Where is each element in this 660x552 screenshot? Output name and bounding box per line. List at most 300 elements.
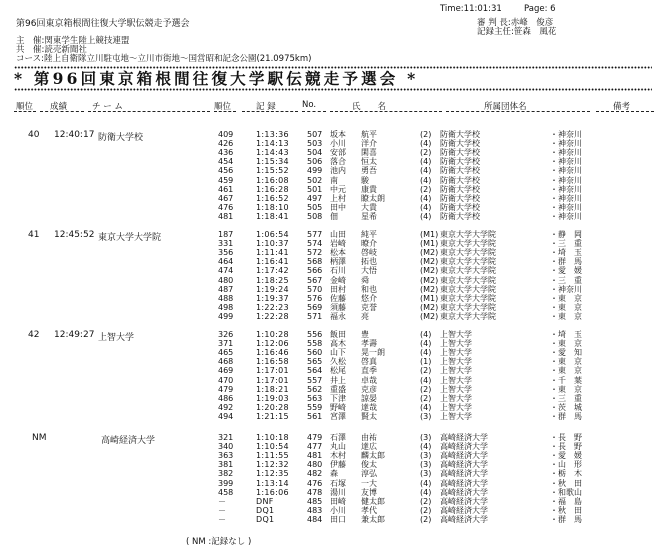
- page-number: Page: 6: [524, 4, 556, 14]
- bib-number: 484: [307, 514, 323, 524]
- grade: (3): [420, 433, 432, 442]
- bib-number: 559: [307, 402, 323, 412]
- family-name: 山下: [330, 348, 346, 358]
- family-name: 松尾: [330, 366, 346, 376]
- grade: (M2): [420, 257, 439, 267]
- runner-row: [0, 367, 660, 375]
- family-name: 湯川: [330, 487, 346, 497]
- print-time: Time:11:01:31: [440, 4, 502, 14]
- runner-rank: 409: [218, 130, 234, 139]
- runner-row: [0, 443, 660, 451]
- given-name: 孝壽: [361, 339, 377, 349]
- prefecture: 愛 媛: [558, 451, 582, 461]
- bullet-icon: ・: [550, 175, 558, 185]
- given-name: 啓真: [361, 357, 377, 367]
- runner-rank: －: [218, 496, 226, 506]
- runner-row: [0, 177, 660, 185]
- affiliation: 東京大学大学院: [440, 230, 496, 239]
- bib-number: 479: [307, 433, 323, 442]
- runner-row: [0, 452, 660, 460]
- bullet-icon: ・: [550, 384, 558, 394]
- given-name: 大貴: [361, 202, 377, 212]
- family-name: 重盛: [330, 384, 346, 394]
- given-name: 直季: [361, 366, 377, 376]
- affiliation: 防衛大学校: [440, 211, 480, 221]
- affiliation: 防衛大学校: [440, 166, 480, 176]
- family-name: 伊藤: [330, 460, 346, 470]
- grade: (3): [420, 469, 432, 479]
- legend-note: ( NM :記録なし ): [186, 537, 252, 547]
- prefecture: 長 野: [558, 433, 582, 442]
- prefecture: 山 形: [558, 460, 582, 470]
- prefecture: 神奈川: [558, 157, 582, 167]
- runner-row: [0, 349, 660, 357]
- given-name: 友博: [361, 487, 377, 497]
- bullet-icon: ・: [550, 469, 558, 479]
- runner-row: [0, 507, 660, 515]
- grade: (2): [420, 366, 432, 376]
- prefecture: 東 京: [558, 311, 582, 321]
- bullet-icon: ・: [550, 357, 558, 367]
- runner-record: 1:16:52: [256, 193, 289, 203]
- grade: (4): [420, 478, 432, 488]
- family-name: 下津: [330, 393, 346, 403]
- bullet-icon: ・: [550, 339, 558, 349]
- runner-record: 1:14:13: [256, 139, 289, 149]
- runner-record: 1:12:32: [256, 460, 289, 470]
- runner-rank: 467: [218, 193, 234, 203]
- col-remarks: 備考: [613, 102, 631, 112]
- runner-row: [0, 377, 660, 385]
- bib-number: 504: [307, 148, 323, 158]
- runner-record: 1:11:41: [256, 248, 289, 258]
- bullet-icon: ・: [550, 478, 558, 488]
- bullet-icon: ・: [550, 487, 558, 497]
- runner-rank: 461: [218, 184, 234, 194]
- prefecture: 神奈川: [558, 130, 582, 139]
- prefecture: 神奈川: [558, 202, 582, 212]
- team-name: 東京大学大学院: [98, 233, 162, 243]
- affiliation: 高崎経済大学: [440, 478, 488, 488]
- prefecture: 神奈川: [558, 211, 582, 221]
- bib-number: 564: [307, 366, 323, 376]
- runner-row: [0, 131, 660, 139]
- runner-row: [0, 249, 660, 257]
- given-name: 孝代: [361, 505, 377, 515]
- bib-number: 562: [307, 384, 323, 394]
- family-name: 石川: [330, 266, 346, 276]
- runner-row: [0, 413, 660, 421]
- affiliation: 上智大学: [440, 357, 472, 367]
- affiliation: 高崎経済大学: [440, 514, 488, 524]
- bib-number: 481: [307, 451, 323, 461]
- given-name: 閑喜: [361, 148, 377, 158]
- bib-number: 571: [307, 311, 323, 321]
- prefecture: 神奈川: [558, 193, 582, 203]
- given-name: 和也: [361, 284, 377, 294]
- grade: (3): [420, 451, 432, 461]
- runner-rank: 464: [218, 257, 234, 267]
- given-name: 克誉: [361, 302, 377, 312]
- grade: (M2): [420, 248, 439, 258]
- prefecture: 静 岡: [558, 230, 582, 239]
- runner-record: 1:16:08: [256, 175, 289, 185]
- family-name: 小川: [330, 139, 346, 149]
- bib-number: 507: [307, 130, 323, 139]
- bib-number: 557: [307, 375, 323, 385]
- grade: (4): [420, 166, 432, 176]
- prefecture: 茨 城: [558, 402, 582, 412]
- given-name: 啓岐: [361, 248, 377, 258]
- runner-record: 1:16:58: [256, 357, 289, 367]
- runner-rank: 465: [218, 348, 234, 358]
- family-name: 佐藤: [330, 293, 346, 303]
- col-team-rank: 順位: [16, 102, 34, 112]
- grade: (M1): [420, 293, 439, 303]
- bib-number: 508: [307, 211, 323, 221]
- bullet-icon: ・: [550, 211, 558, 221]
- runner-rank: 469: [218, 366, 234, 376]
- runner-record: 1:16:41: [256, 257, 289, 267]
- bullet-icon: ・: [550, 257, 558, 267]
- affiliation: 高崎経済大学: [440, 433, 488, 442]
- grade: (4): [420, 442, 432, 452]
- prefecture: 和歌山: [558, 487, 582, 497]
- grade: (1): [420, 357, 432, 367]
- runner-record: 1:11:55: [256, 451, 289, 461]
- given-name: 達広: [361, 442, 377, 452]
- runner-record: 1:20:28: [256, 402, 289, 412]
- col-record: 記 録: [256, 102, 276, 112]
- family-name: 柄澤: [330, 257, 346, 267]
- runner-rank: 458: [218, 487, 234, 497]
- runner-record: 1:10:28: [256, 330, 289, 339]
- runner-row: [0, 498, 660, 506]
- bullet-icon: ・: [550, 366, 558, 376]
- bullet-icon: ・: [550, 130, 558, 139]
- affiliation: 防衛大学校: [440, 130, 480, 139]
- runner-rank: 499: [218, 311, 234, 321]
- family-name: 須藤: [330, 302, 346, 312]
- prefecture: 東 京: [558, 293, 582, 303]
- runner-rank: 399: [218, 478, 234, 488]
- grade: (4): [420, 193, 432, 203]
- bullet-icon: ・: [550, 433, 558, 442]
- runner-rank: 363: [218, 451, 234, 461]
- family-name: 久松: [330, 357, 346, 367]
- bullet-icon: ・: [550, 348, 558, 358]
- runner-row: [0, 340, 660, 348]
- runner-row: [0, 404, 660, 412]
- grade: (4): [420, 211, 432, 221]
- prefecture: 愛 媛: [558, 266, 582, 276]
- given-name: 兼太郎: [361, 514, 385, 524]
- col-rank: 順位: [214, 102, 232, 112]
- family-name: 高木: [330, 339, 346, 349]
- grade: (2): [420, 184, 432, 194]
- bib-number: 576: [307, 293, 323, 303]
- bib-number: 561: [307, 411, 323, 421]
- runner-record: DQ1: [256, 514, 275, 524]
- runner-row: [0, 480, 660, 488]
- runner-rank: 498: [218, 302, 234, 312]
- grade: (2): [420, 393, 432, 403]
- runner-record: 1:15:52: [256, 166, 289, 176]
- bullet-icon: ・: [550, 266, 558, 276]
- affiliation: 上智大学: [440, 375, 472, 385]
- given-name: 健太郎: [361, 496, 385, 506]
- runner-rank: 454: [218, 157, 234, 167]
- given-name: 一大: [361, 478, 377, 488]
- bullet-icon: ・: [550, 293, 558, 303]
- prefecture: 三 重: [558, 239, 582, 249]
- col-team: チ ー ム: [92, 102, 123, 112]
- grade: (M2): [420, 311, 439, 321]
- given-name: 駿: [361, 175, 369, 185]
- runner-record: 1:17:42: [256, 266, 289, 276]
- runner-rank: －: [218, 505, 226, 515]
- given-name: 淳弘: [361, 469, 377, 479]
- bib-number: 499: [307, 166, 323, 176]
- runner-rank: 356: [218, 248, 234, 258]
- affiliation: 防衛大学校: [440, 139, 480, 149]
- bullet-icon: ・: [550, 330, 558, 339]
- bullet-icon: ・: [550, 402, 558, 412]
- bib-number: 577: [307, 230, 323, 239]
- family-name: 落合: [330, 157, 346, 167]
- grade: (M2): [420, 302, 439, 312]
- prefecture: 千 葉: [558, 375, 582, 385]
- bullet-icon: ・: [550, 193, 558, 203]
- prefecture: 東 京: [558, 302, 582, 312]
- prefecture: 群 馬: [558, 514, 582, 524]
- grade: (2): [420, 514, 432, 524]
- bib-number: 497: [307, 193, 323, 203]
- affiliation: 高崎経済大学: [440, 505, 488, 515]
- family-name: 松本: [330, 248, 346, 258]
- runner-rank: 331: [218, 239, 234, 249]
- bullet-icon: ・: [550, 514, 558, 524]
- given-name: 麟太郎: [361, 451, 385, 461]
- prefecture: 埼 玉: [558, 330, 582, 339]
- team-rank: 42: [28, 330, 40, 340]
- given-name: 康貴: [361, 184, 377, 194]
- bib-number: 558: [307, 339, 323, 349]
- team-time: 12:40:17: [54, 130, 95, 140]
- affiliation: 東京大学大学院: [440, 293, 496, 303]
- runner-row: [0, 470, 660, 478]
- bullet-icon: ・: [550, 375, 558, 385]
- grade: (4): [420, 157, 432, 167]
- dash-rule: [14, 111, 36, 113]
- team-rank: NM: [32, 433, 47, 443]
- family-name: 石澤: [330, 433, 346, 442]
- runner-row: [0, 267, 660, 275]
- runner-record: 1:13:36: [256, 130, 289, 139]
- given-name: 賢太: [361, 411, 377, 421]
- bib-number: 478: [307, 487, 323, 497]
- bib-number: 569: [307, 302, 323, 312]
- prefecture: 三 重: [558, 275, 582, 285]
- affiliation: 上智大学: [440, 348, 472, 358]
- bib-number: 565: [307, 357, 323, 367]
- dash-rule: [214, 111, 236, 113]
- dash-rule: [330, 111, 442, 113]
- bib-number: 501: [307, 184, 323, 194]
- bib-number: 502: [307, 175, 323, 185]
- bullet-icon: ・: [550, 302, 558, 312]
- family-name: 野崎: [330, 402, 346, 412]
- given-name: 晃一朗: [361, 348, 385, 358]
- runner-record: 1:18:10: [256, 202, 289, 212]
- affiliation: 東京大学大学院: [440, 311, 496, 321]
- given-name: 亮: [361, 311, 369, 321]
- bib-number: 556: [307, 330, 323, 339]
- runner-row: [0, 167, 660, 175]
- bib-number: 480: [307, 460, 323, 470]
- prefecture: 栃 木: [558, 469, 582, 479]
- runner-record: 1:18:25: [256, 275, 289, 285]
- runner-rank: 340: [218, 442, 234, 452]
- runner-record: 1:10:37: [256, 239, 289, 249]
- grade: (2): [420, 505, 432, 515]
- grade: (4): [420, 330, 432, 339]
- bullet-icon: ・: [550, 393, 558, 403]
- runner-rank: 382: [218, 469, 234, 479]
- family-name: 南: [330, 175, 338, 185]
- team-name: 上智大学: [98, 333, 135, 343]
- given-name: 克彦: [361, 384, 377, 394]
- team-name: 高崎経済大学: [101, 436, 156, 446]
- affiliation: 上智大学: [440, 393, 472, 403]
- given-name: 恒太: [361, 157, 377, 167]
- affiliation: 東京大学大学院: [440, 248, 496, 258]
- affiliation: 高崎経済大学: [440, 487, 488, 497]
- bullet-icon: ・: [550, 451, 558, 461]
- dash-rule: [302, 111, 326, 113]
- affiliation: 上智大学: [440, 402, 472, 412]
- affiliation: 上智大学: [440, 330, 472, 339]
- bullet-icon: ・: [550, 505, 558, 515]
- record-chief: 記録主任:笹森 風花: [477, 27, 557, 37]
- family-name: 井上: [330, 375, 346, 385]
- affiliation: 東京大学大学院: [440, 266, 496, 276]
- runner-rank: 426: [218, 139, 234, 149]
- bullet-icon: ・: [550, 148, 558, 158]
- runner-record: 1:10:18: [256, 433, 289, 442]
- runner-rank: 321: [218, 433, 234, 442]
- grade: (M2): [420, 284, 439, 294]
- runner-row: [0, 213, 660, 221]
- family-name: 坂本: [330, 130, 346, 139]
- runner-row: [0, 277, 660, 285]
- affiliation: 上智大学: [440, 411, 472, 421]
- runner-row: [0, 331, 660, 339]
- bib-number: 477: [307, 442, 323, 452]
- bib-number: 485: [307, 496, 323, 506]
- runner-record: 1:15:34: [256, 157, 289, 167]
- affiliation: 高崎経済大学: [440, 469, 488, 479]
- family-name: 田口: [330, 514, 346, 524]
- runner-record: 1:22:28: [256, 311, 289, 321]
- runner-row: [0, 304, 660, 312]
- grade: (4): [420, 487, 432, 497]
- prefecture: 群 馬: [558, 411, 582, 421]
- family-name: 上村: [330, 193, 346, 203]
- given-name: 航平: [361, 130, 377, 139]
- bib-number: 560: [307, 348, 323, 358]
- family-name: 池内: [330, 166, 346, 176]
- bullet-icon: ・: [550, 496, 558, 506]
- affiliation: 東京大学大学院: [440, 302, 496, 312]
- prefecture: 東 京: [558, 384, 582, 394]
- affiliation: 防衛大学校: [440, 184, 480, 194]
- prefecture: 長 野: [558, 442, 582, 452]
- bib-number: 503: [307, 139, 323, 149]
- col-team-time: 成績: [50, 102, 68, 112]
- family-name: 佃: [330, 211, 338, 221]
- runner-row: [0, 395, 660, 403]
- affiliation: 上智大学: [440, 366, 472, 376]
- affiliation: 防衛大学校: [440, 175, 480, 185]
- grade: (4): [420, 402, 432, 412]
- affiliation: 防衛大学校: [440, 148, 480, 158]
- team-time: 12:45:52: [54, 230, 95, 240]
- bullet-icon: ・: [550, 202, 558, 212]
- team-rank: 40: [28, 130, 40, 140]
- affiliation: 東京大学大学院: [440, 275, 496, 285]
- given-name: 諒晏: [361, 393, 377, 403]
- family-name: 丸山: [330, 442, 346, 452]
- bib-number: 563: [307, 393, 323, 403]
- affiliation: 高崎経済大学: [440, 460, 488, 470]
- family-name: 中元: [330, 184, 346, 194]
- grade: (2): [420, 130, 432, 139]
- given-name: 豊: [361, 330, 369, 339]
- family-name: 福永: [330, 311, 346, 321]
- runner-record: 1:06:54: [256, 230, 289, 239]
- given-name: 卓哉: [361, 375, 377, 385]
- col-affiliation: 所属団体名: [484, 102, 527, 112]
- grade: (3): [420, 460, 432, 470]
- grade: (M2): [420, 275, 439, 285]
- runner-rank: －: [218, 514, 226, 524]
- runner-record: 1:17:01: [256, 375, 289, 385]
- prefecture: 神奈川: [558, 139, 582, 149]
- runner-record: 1:22:23: [256, 302, 289, 312]
- runner-rank: 476: [218, 202, 234, 212]
- family-name: 小川: [330, 505, 346, 515]
- runner-rank: 326: [218, 330, 234, 339]
- grade: (2): [420, 148, 432, 158]
- runner-rank: 456: [218, 166, 234, 176]
- affiliation: 防衛大学校: [440, 193, 480, 203]
- team-time: 12:49:27: [54, 330, 95, 340]
- given-name: 星希: [361, 211, 377, 221]
- runner-rank: 187: [218, 230, 234, 239]
- referee: 審 判 長:赤峰 俊彦: [477, 18, 554, 28]
- event-title: 第96回東京箱根間往復大学駅伝競走予選会: [16, 19, 190, 29]
- prefecture: 三 重: [558, 393, 582, 403]
- runner-record: 1:18:41: [256, 211, 289, 221]
- family-name: 田崎: [330, 496, 346, 506]
- bullet-icon: ・: [550, 248, 558, 258]
- prefecture: 神奈川: [558, 284, 582, 294]
- grade: (M1): [420, 239, 439, 249]
- bullet-icon: ・: [550, 239, 558, 249]
- course: コース:陸上自衛隊立川駐屯地～立川市街地～国営昭和記念公園(21.0975km): [16, 54, 312, 64]
- affiliation: 高崎経済大学: [440, 451, 488, 461]
